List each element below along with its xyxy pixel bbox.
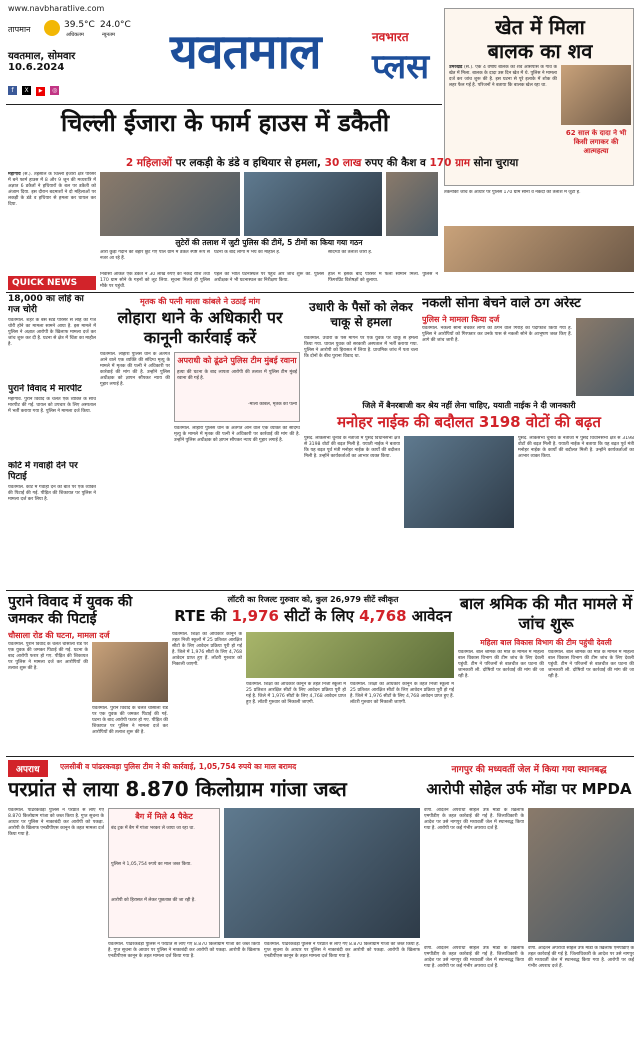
gold-headline: नकली सोना बेचने वाले ठग अरेस्ट [422,296,581,311]
top-right-headline-2: बालक का शव [487,39,593,63]
mpda-body-3: वणी. आदतन अपराधी सोहेल उर्फ मोंडा के खिलाफ एमपीडीए के तहत कार्रवाई की गई है. जिलाधिकारी के आदेश पर उसे नागपुर की मध्यवर्ती जेल में स्थानबद्ध किया गया है. आरोपी पर कई गंभीर अपराध दर्ज हैं. [528,946,634,969]
purane-body: यवतमाल. पुराने विवाद के चलते चौसाला रोड पर एक युवक की जमकर पिटाई की गई. घटना के बाद आरोपी फरार हो गए. पीड़ित की शिकायत पर पुलिस ने मामला दर्ज कर आरोपियों की तलाश शुरू की है. [8,642,88,671]
subhead-part-6: 170 ग्राम [429,157,470,169]
loha-headline: लोहारा थाने के अधिकारी पर कानूनी कार्रवाई करें [117,308,283,347]
lead-headline: चिल्ली ईजारा के फार्म हाउस में डकैती [60,109,390,137]
crime-label: अपराध [8,760,48,777]
subhead-part-4: 30 लाख [324,157,362,169]
ganja-photo [224,808,420,938]
mpda-body: वणी. आदतन अपराधी सोहेल उर्फ मोंडा के खिलाफ एमपीडीए के तहत कार्रवाई की गई है. जिलाधिकारी के आदेश पर उसे नागपुर की मध्यवर्ती जेल में स्थानबद्ध किया गया है. आरोपी पर कई गंभीर अपराध दर्ज हैं. [424,808,524,831]
quick-news-headline-3: कोर्ट में गवाही देने पर पिटाई [8,461,78,482]
ganja-headline: परप्रांत से लाया 8.870 किलोग्राम गांजा जब्त [8,777,347,801]
lead-col-5: तकनीकी जांच के आधार पर पुलिस 170 ग्राम सोना व नकदी की तलाश में जुटी है. [444,190,581,195]
divider [6,590,634,591]
ganja-box-title: बैग में मिले 4 पैकेट [135,812,193,821]
quick-news [8,276,96,588]
rte-body-3: यवतमाल. शिक्षा का अधिकार कानून के तहत निजी स्कूलों में 25 प्रतिशत आरक्षित सीटों के लिए आवेदन प्रक्रिया पूरी हो गई है. जिले में 1,976 सीटों के लिए 4,768 आवेदन प्राप्त हुए हैं. लॉटरी गुरुवार को निकाली जाएगी. [350,682,454,705]
election-headline: मनोहर नाईक की बदौलत 3198 वोटों की बढ़त [337,413,601,431]
top-right-dateline: उमरखेड [449,65,463,70]
gold-subhead: पुलिस ने मामला किया दर्ज [422,315,500,324]
mpda-body-2: वणी. आदतन अपराधी सोहेल उर्फ मोंडा के खिलाफ एमपीडीए के तहत कार्रवाई की गई है. जिलाधिकारी के आदेश पर उसे नागपुर की मध्यवर्ती जेल में स्थानबद्ध किया गया है. आरोपी पर कई गंभीर अपराध दर्ज हैं. [424,946,524,969]
website-url[interactable]: www.navbharatlive.com [8,4,105,13]
mpda-kicker: नागपुर की मध्यवर्ती जेल में किया गया स्थानबद्ध [451,765,607,775]
temp-high-label: अधिकतम [66,32,84,38]
lead-photo-caption: लुटेरों की तलाश में जुटी पुलिस की टीमें, 5 टीमों का किया गया गठन [100,238,438,248]
rte-headline-mid: सीटों के लिए [278,607,360,625]
gold-body: यवतमाल. नकली सोना बेचकर लोगों को ठगने वाले गिरोह का पर्दाफाश किया गया है. पुलिस ने आरोपियों को गिरफ्तार कर उनके पास से नकली सोने के आभूषण जब्त किए हैं. आगे की जांच जारी है. [422,326,572,343]
instagram-icon[interactable]: ◎ [52,87,58,94]
masthead-title: यवतमाल [170,24,321,80]
purane-body-2: यवतमाल. पुराने विवाद के चलते चौसाला रोड पर एक युवक की जमकर पिटाई की गई. घटना के बाद आरोपी फरार हो गए. पीड़ित की शिकायत पर पुलिस ने मामला दर्ज कर आरोपियों की तलाश शुरू की है. [92,706,168,735]
rte-body: यवतमाल. शिक्षा का अधिकार कानून के तहत निजी स्कूलों में 25 प्रतिशत आरक्षित सीटों के लिए आवेदन प्रक्रिया पूरी हो गई है. जिले में 1,976 सीटों के लिए 4,768 आवेदन प्राप्त हुए हैं. लॉटरी गुरुवार को निकाली जाएगी. [172,632,242,667]
divider [6,104,442,105]
temp-low: 24.0°C [100,20,131,30]
election-kicker: जिले में बैनरबाजी कर श्रेय नहीं लेना चाहिए, ययाती नाईक ने दी जानकारी [362,401,576,410]
election-photo [404,436,514,528]
temp-high: 39.5°C [64,20,95,30]
brand-top: नवभारत [372,30,409,44]
lead-bullet-1: आरा कुड़ा गदान की बहार छूट गए पाल ग्राम में डकैत स्पष्ट रूप से नजर आ रहे हैं. [100,250,210,261]
city-day: यवतमाल, सोमवार [8,51,76,62]
top-right-headline-1: खेत में मिला [495,15,585,39]
lead-bullet-3: संदिग्धों की तलाश जारी है. [328,250,373,255]
divider [6,292,634,293]
loha-box-byline: -माला कांबले, मृतक की पत्नी [247,402,297,407]
subhead-part-2: महिलाओं [136,157,172,169]
lead-photo-1 [100,172,240,236]
purane-photo [92,642,168,702]
temperature-widget [8,20,133,46]
subhead-part-1: 2 [125,157,137,169]
top-right-body-text: (सं.). एक 4 वर्षीय बालक का शव आसपास के गांव के खेत में मिला. बालक के दादा उस दिन खेत में थे. पुलिस ने मामला दर्ज कर जांच शुरू की है. इस घटना से पूरे इलाके में शोक की लहर फैल गई है. परिजनों ने बताया कि बालक खेल रहा था. [449,65,557,88]
udhari-headline: उधारी के पैसों को लेकर चाकू से हमला [309,300,413,329]
subhead-part-5: रुपए की कैश व [361,157,430,169]
mpda-headline: आरोपी सोहेल उर्फ मोंडा पर MPDA [426,780,632,798]
mpda-photo [528,808,634,942]
lead-photo-2 [244,172,382,236]
rte-headline-pre: RTE की [174,607,232,625]
lead-photo-4 [444,226,634,272]
child-labour-body-2: यवतमाल. बाल श्रमिक की मौत के मामले में महिला बाल विकास विभाग की टीम जांच के लिए देवली पहुंची. टीम ने परिजनों से बातचीत कर घटना की जानकारी ली. दोषियों पर कार्रवाई की मांग की जा रही है. [548,650,634,679]
child-labour-headline: बाल श्रमिक की मौत मामले में जांच शुरू [459,594,633,633]
divider [6,756,634,757]
loha-body-2: यवतमाल. लोहारा पुलिस थाने के अंतर्गत आने वाले एक व्यक्ति की संदिग्ध मृत्यु के मामले में मृतक की पत्नी ने अधिकारी पर कार्रवाई की मांग की है. उन्होंने पुलिस अधीक्षक को ज्ञापन सौंपकर न्याय की गुहार लगाई है. [174,426,300,443]
loha-box-title: अपराधी को ढूंढने पुलिस टीम मुंबई रवाना [177,356,297,365]
loha-kicker: मृतक की पत्नी माला कांबले ने उठाई मांग [139,297,261,306]
ganja-box-item-3: आरोपी को हिरासत में लेकर पूछताछ की जा रही है. [111,898,196,903]
ganja-body-2: यवतमाल. पांढरकवड़ा पुलिस ने परप्रांत से लाए गए 8.870 किलोग्राम गांजा को जब्त किया है. गुप्त सूचना के आधार पर पुलिस ने नाकाबंदी कर आरोपी को पकड़ा. आरोपी के खिलाफ एनडीपीएस कानून के तहत मामला दर्ज किया गया है. [108,942,260,959]
ganja-kicker: एलसीबी व पांढरकवड़ा पुलिस टीम ने की कार्रवाई, 1,05,754 रुपये का माल बरामद [60,762,297,771]
lead-subhead [10,156,634,170]
lead-col-1 [8,172,96,268]
ganja-box [108,808,220,938]
issue-date: 10.6.2024 [8,62,65,73]
quick-news-body-1: यवतमाल. शहर के बस स्टैंड परिसर से लोहे का गज चोरी होने का मामला सामने आया है. इस मामले में पुलिस ने अज्ञात आरोपी के खिलाफ मामला दर्ज कर जांच शुरू कर दी है. घटना से क्षेत्र में चिंता का माहौल है. [8,318,96,347]
brand-bottom: प्लस [372,47,430,87]
lead-photo-3 [386,172,438,236]
quick-news-body-2: महागांव. पुराने विवाद के चलते एक व्यक्ति के साथ मारपीट की गई. घायल को उपचार के लिए अस्पताल में भर्ती कराया गया है. पुलिस ने मामला दर्ज किया. [8,397,96,414]
lead-col-3: पहले की भांति घटनास्थल पर पहुंचे और जांच शुरू की. पुलिस अधीक्षक ने भी घटनास्थल का निरीक्षण किया. [214,272,324,283]
child-labour-body: यवतमाल. बाल श्रमिक की मौत के मामले में महिला बाल विकास विभाग की टीम जांच के लिए देवली पहुंची. टीम ने परिजनों से बातचीत कर घटना की जानकारी ली. दोषियों पर कार्रवाई की मांग की जा रही है. [458,650,544,679]
rte-kicker: लॉटरी का रिजल्ट गुरुवार को, कुल 26,979 सीटें स्वीकृत [227,595,399,604]
loha-box-body: हत्या की घटना के बाद लापता आरोपी की तलाश में पुलिस टीम मुंबई रवाना की गई है. [177,370,297,381]
election-body-2: पुसद. लोकसभा चुनाव के नतीजों में पुसद विधानसभा क्षेत्र से 3198 वोटों की बढ़त मिली है. ययाती नाईक ने बताया कि यह बढ़त पूर्व मंत्री मनोहर नाईक के कार्यों की बदौलत मिली है. उन्होंने कार्यकर्ताओं का आभार व्यक्त किया. [518,436,634,459]
lead-col-4: हॉल में इसके बाद परिसर में फैला सामान मिला. पुलिस ने फिंगरप्रिंट विशेषज्ञों को बुलाया. [328,272,438,283]
purane-headline: पुराने विवाद में युवक की जमकर की पिटाई [8,594,133,627]
top-right-caption: 62 साल के दादा ने भी किसी लगाकर की आत्महत्या [565,129,627,155]
udhari-body: यवतमाल. उधारी के पैसे मांगने पर एक युवक पर चाकू से हमला किया गया. घायल युवक को सरकारी अस्पताल में भर्ती कराया गया. पुलिस ने आरोपी को हिरासत में लिया है. प्राथमिक जांच में पता चला कि दोनों के बीच पुराना विवाद था. [304,336,418,359]
rte-body-2: यवतमाल. शिक्षा का अधिकार कानून के तहत निजी स्कूलों में 25 प्रतिशत आरक्षित सीटों के लिए आवेदन प्रक्रिया पूरी हो गई है. जिले में 1,976 सीटों के लिए 4,768 आवेदन प्राप्त हुए हैं. लॉटरी गुरुवार को निकाली जाएगी. [246,682,346,705]
election-body: पुसद. लोकसभा चुनाव के नतीजों में पुसद विधानसभा क्षेत्र से 3198 वोटों की बढ़त मिली है. ययाती नाईक ने बताया कि यह बढ़त पूर्व मंत्री मनोहर नाईक के कार्यों की बदौलत मिली है. उन्होंने कार्यकर्ताओं का आभार व्यक्त किया. [304,436,400,459]
facebook-icon[interactable]: f [8,86,17,95]
quick-news-body-3: यवतमाल. कोर्ट में गवाही देने की बात पर एक व्यक्ति की पिटाई की गई. पीड़ित की शिकायत पर पुलिस ने मामला दर्ज कर लिया है. [8,485,96,502]
rte-photo [246,632,454,678]
lead-dateline: महागांव [8,172,21,177]
ganja-body-3: यवतमाल. पांढरकवड़ा पुलिस ने परप्रांत से लाए गए 8.870 किलोग्राम गांजा को जब्त किया है. गुप्त सूचना के आधार पर पुलिस ने नाकाबंदी कर आरोपी को पकड़ा. आरोपी के खिलाफ एनडीपीएस कानून के तहत मामला दर्ज किया गया है. [264,942,420,959]
loha-box [174,352,300,422]
x-icon[interactable]: X [22,86,31,95]
social-icons [8,77,59,94]
quick-news-headline-2: पुराने विवाद में मारपीट [8,384,82,394]
subhead-part-3: पर लकड़ी के डंडे व हथियार से हमला, [171,157,325,169]
ganja-box-item-2: पुलिस ने 1,05,754 रुपये का माल जब्त किया. [111,862,192,867]
rte-seats: 1,976 [231,607,279,625]
lead-body: (सं.). तहसील के चिल्ली ईजारा क्षेत्र परिसर में बने फार्म हाउस में 8 और 9 जून की मध्यरात्रि में अज्ञात 6 डकैतों ने हथियारों के बल पर डकैती को अंजाम दिया. इस दौरान बदमाशों ने दो महिलाओं पर लकड़ी के डंडे व हथियार से हमला कर घायल कर दिया. [8,172,96,207]
lead-col-2: निवासी अंकित एक डकैत ने 30 लाख रुपए की नकद राशि तथा 170 ग्राम सोने के गहनों को लूट लिया. सूचना मिलते ही पुलिस मौके पर पहुंची. [100,272,210,289]
quick-news-headline-1: 18,000 का लोहे का गज चोरी [8,294,84,315]
rte-headline [172,606,454,626]
temp-low-label: न्यूनतम [102,32,115,38]
child-photo [561,65,631,125]
rte-applications: 4,768 [359,607,407,625]
ganja-box-item-1: बंद ट्रक में बैग में गांजा भरकर ले जाया जा रहा था. [111,826,195,831]
sun-icon [44,20,60,36]
youtube-icon[interactable]: ▶ [36,87,45,96]
purane-subhead: चौसाला रोड की घटना, मामला दर्ज [8,631,110,640]
lead-bullet-2: घटना के बाद लोगों में भय का माहौल है. [214,250,281,255]
subhead-part-7: सोना चुराया [470,157,519,169]
ganja-body: यवतमाल. पांढरकवड़ा पुलिस ने परप्रांत से लाए गए 8.870 किलोग्राम गांजा को जब्त किया है. गुप्त सूचना के आधार पर पुलिस ने नाकाबंदी कर आरोपी को पकड़ा. आरोपी के खिलाफ एनडीपीएस कानून के तहत मामला दर्ज किया गया है. [8,808,104,837]
child-labour-subhead: महिला बाल विकास विभाग की टीम पहुंची देवली [480,638,612,647]
quick-news-title: QUICK NEWS [8,276,96,290]
loha-body: यवतमाल. लोहारा पुलिस थाने के अंतर्गत आने वाले एक व्यक्ति की संदिग्ध मृत्यु के मामले में मृतक की पत्नी ने अधिकारी पर कार्रवाई की मांग की है. उन्होंने पुलिस अधीक्षक को ज्ञापन सौंपकर न्याय की गुहार लगाई है. [100,352,170,387]
gold-photo [576,318,634,396]
rte-headline-post: आवेदन [406,607,452,625]
temp-label: तापमान [8,25,31,34]
